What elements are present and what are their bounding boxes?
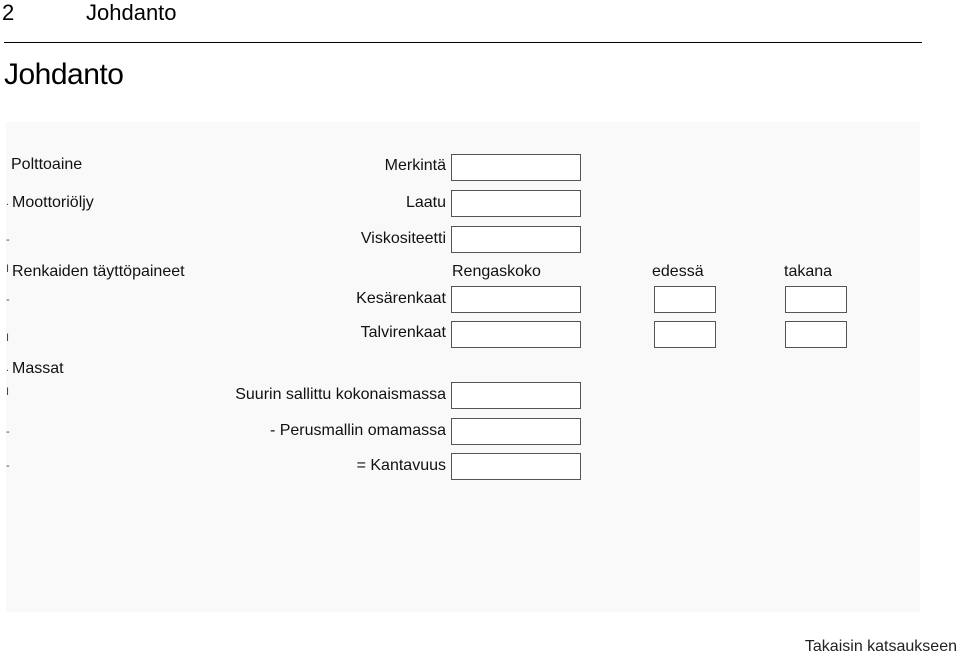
winter-front-pressure-field[interactable] [654, 321, 716, 348]
oil-heading: Moottoriöljy [12, 194, 94, 211]
page-title: Johdanto [4, 58, 124, 91]
summer-rear-pressure-field[interactable] [785, 286, 847, 313]
rear-label: takana [784, 263, 833, 280]
margin-marker: I [6, 386, 10, 398]
header-divider [4, 42, 922, 43]
oil-viscosity-label: Viskositeetti [360, 230, 446, 247]
max-weight-label: Suurin sallittu kokonaismassa [235, 386, 446, 403]
max-weight-field[interactable] [451, 382, 581, 409]
summer-tyre-size-field[interactable] [451, 286, 581, 313]
load-capacity-label: = Kantavuus [356, 457, 446, 474]
fuel-marking-field[interactable] [451, 154, 581, 181]
margin-marker: - [6, 426, 10, 438]
winter-tyres-label: Talvirenkaat [360, 324, 446, 341]
margin-marker: - [6, 460, 10, 472]
page-number: 2 [2, 0, 15, 25]
weights-heading: Massat [12, 360, 64, 377]
margin-marker: I [6, 332, 10, 344]
running-header: Johdanto [86, 0, 177, 25]
winter-rear-pressure-field[interactable] [785, 321, 847, 348]
curb-weight-label: - Perusmallin omamassa [269, 422, 446, 439]
oil-quality-label: Laatu [405, 194, 446, 211]
tyre-size-label: Rengaskoko [452, 263, 541, 280]
oil-viscosity-field[interactable] [451, 226, 581, 253]
margin-marker: - [6, 294, 10, 306]
winter-tyre-size-field[interactable] [451, 321, 581, 348]
tyre-pressure-heading: Renkaiden täyttöpaineet [12, 263, 185, 280]
back-to-overview-link[interactable]: Takaisin katsaukseen [804, 638, 957, 655]
vehicle-data-form [6, 122, 920, 612]
curb-weight-field[interactable] [451, 418, 581, 445]
load-capacity-field[interactable] [451, 453, 581, 480]
summer-tyres-label: Kesärenkaat [356, 290, 446, 307]
margin-marker: - [6, 234, 10, 246]
margin-marker: . [6, 196, 10, 208]
oil-quality-field[interactable] [451, 190, 581, 217]
margin-marker: I [6, 263, 10, 275]
fuel-heading: Polttoaine [11, 156, 83, 173]
front-label: edessä [652, 263, 704, 280]
fuel-marking-label: Merkintä [384, 157, 446, 174]
margin-marker: . [6, 362, 10, 374]
summer-front-pressure-field[interactable] [654, 286, 716, 313]
